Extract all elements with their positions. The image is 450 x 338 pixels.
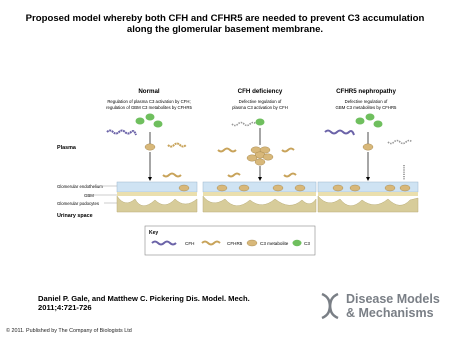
key-cfh: CFH — [185, 241, 195, 246]
cfhdef-c3-metabolite-cluster — [247, 147, 273, 165]
label-endothelium: Glomerular endothelium — [57, 184, 103, 189]
citation-authors: Daniel P. Gale, and Matthew C. Pickering Dis. Model. Mech. — [38, 294, 250, 303]
cfhdef-cfh-chain — [232, 123, 256, 126]
logo-line1: Disease Models — [346, 292, 440, 306]
panel-caption-cfh-2: plasma C3 activation by CFH — [232, 105, 288, 110]
cfhr5-dotted-chain — [388, 141, 412, 144]
panel-caption-normal-2: regulation of GBM C3 metabolites by CFHR5 — [106, 105, 192, 110]
panel-heading-cfh-deficiency: CFH deficiency — [237, 88, 283, 95]
journal-logo — [310, 290, 445, 328]
normal-c3-cluster — [136, 114, 163, 128]
figure-title: Proposed model whereby both CFH and CFHR5 are needed to prevent C3 accumulation along the glomerular basement membrane. — [25, 13, 425, 35]
citation — [38, 294, 250, 312]
copyright-notice: © 2011. Published by The Company of Biologists Ltd — [6, 328, 132, 334]
panel-heading-normal: Normal — [138, 88, 160, 95]
dna-logo-icon — [316, 292, 344, 320]
normal-c3-metabolite — [145, 144, 155, 150]
panel-heading-cfhr5-nephropathy: CFHR5 nephropathy — [336, 88, 396, 95]
panel-caption-cfh-1: Defective regulation of — [238, 99, 282, 104]
panel-caption-cfhr5-2: GBM C3 metabolites by CFHR5 — [335, 105, 397, 110]
normal-cfhr5-chain — [168, 144, 186, 147]
key-cfhr5: CFHR5 — [227, 241, 243, 246]
label-gbm: GBM — [84, 193, 94, 198]
citation-volume: 2011;4:721-726 — [38, 303, 92, 312]
key-title: Key — [149, 230, 159, 236]
key-c3-metabolite: C3 metabolite — [260, 241, 289, 246]
logo-line2: & Mechanisms — [346, 306, 434, 320]
label-urinary: Urinary space — [57, 213, 93, 219]
normal-cfh-chain — [107, 131, 136, 136]
key-c3: C3 — [304, 241, 310, 246]
label-plasma: Plasma — [57, 145, 76, 151]
key-box — [145, 226, 315, 255]
label-podocytes: Glomerular podocytes — [57, 201, 100, 206]
panel-caption-normal-1: Regulation of plasma C3 activation by CFH; — [107, 99, 191, 104]
cfhr5-c3-cluster — [356, 114, 383, 128]
panel-caption-cfhr5-1: Defective regulation of — [344, 99, 388, 104]
